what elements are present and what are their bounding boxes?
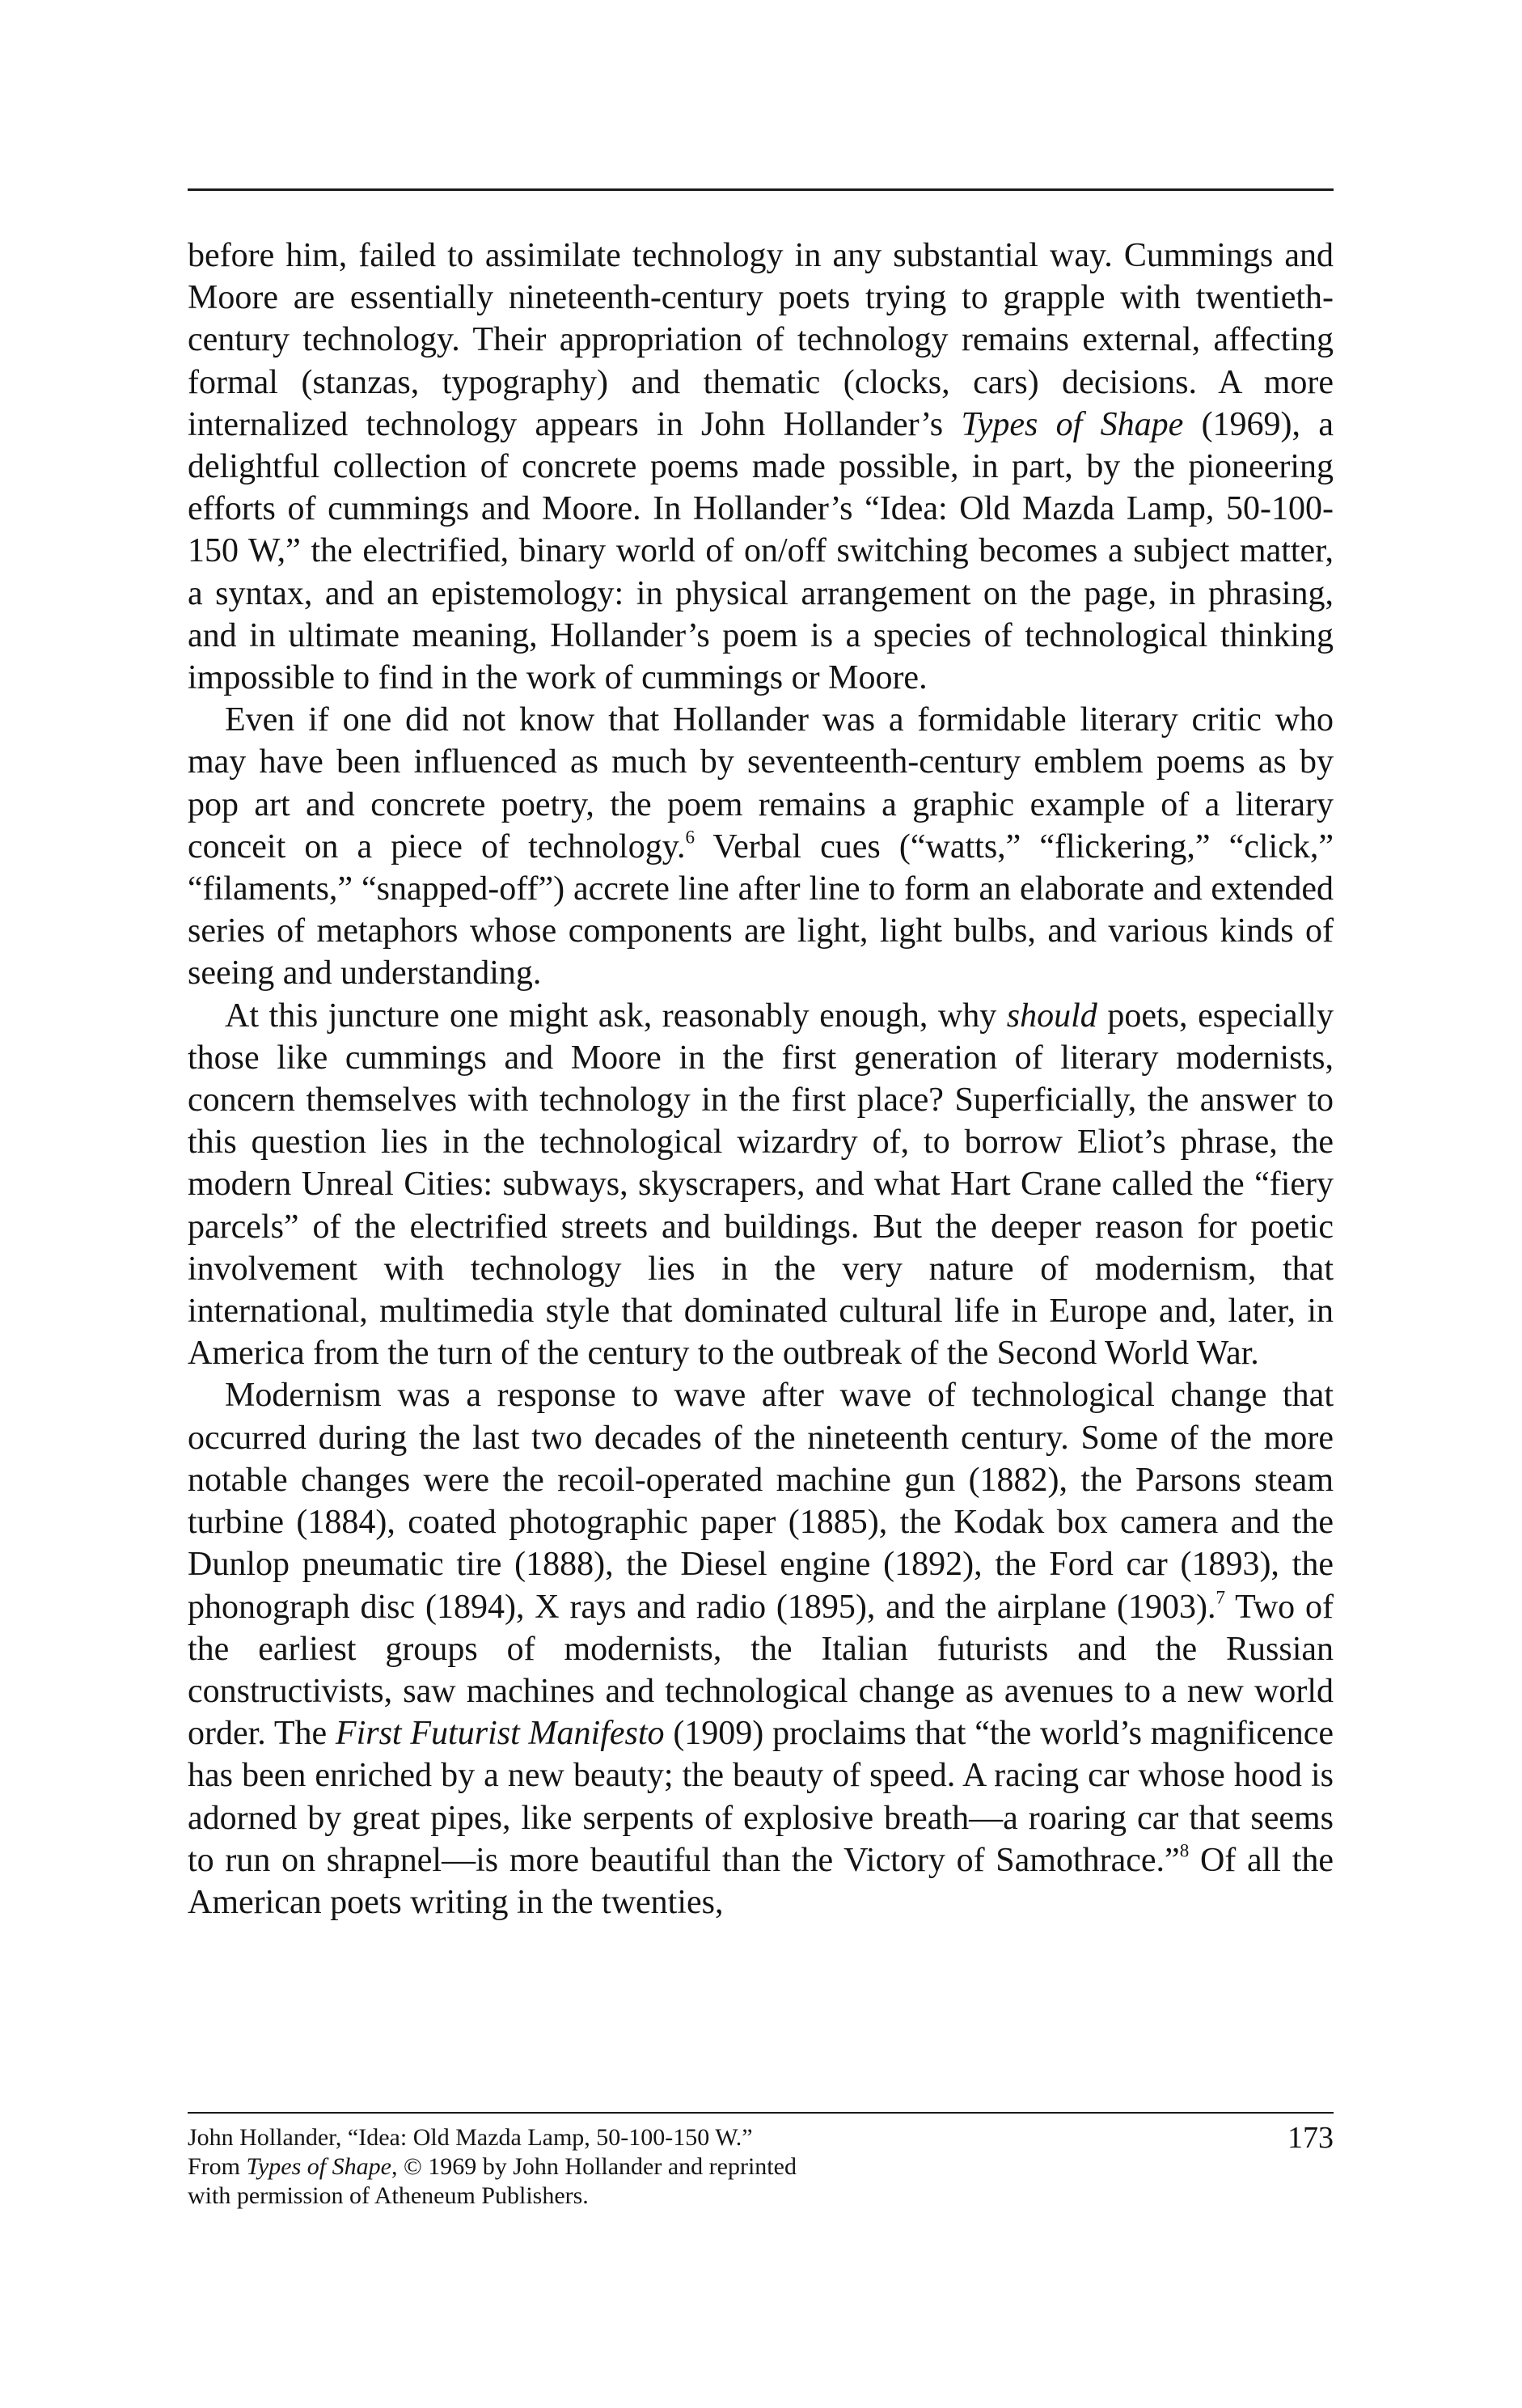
- caption-line-2: [188, 2152, 996, 2182]
- caption-book-title: Types of Shape: [246, 2153, 391, 2180]
- text-run: before him, failed to assimilate technology in any substantial way. Cummings and Moore are essentially nineteenth-century poets trying to grapple with twentieth-century technology. Their appropriation of technology remains external, affecting formal (stanzas, typography) and thematic (clocks, cars) decisions. A more internalized technology appears in John Hollander’s: [188, 237, 1334, 443]
- italic-title: should: [1006, 997, 1097, 1035]
- caption-line-2-suffix: , © 1969 by John Hollander and reprinted: [391, 2153, 797, 2180]
- page-number: 173: [1287, 2121, 1334, 2155]
- italic-title: First Futurist Manifesto: [335, 1715, 665, 1753]
- paragraph: [188, 1374, 1334, 1923]
- italic-title: Types of Shape: [961, 405, 1184, 443]
- text-run: poets, especially those like cummings and Moore in the first generation of literary modernists, concern themselves with technology in the first place? Superficially, the answer to this question lies in the technological wizardry of, to borrow Eliot’s phrase, the modern Unreal Cities: subways, skyscrapers, and what Hart Crane called the “fiery parcels” of the electrified streets and buildings. But the deeper reason for poetic involvement with technology lies in the very nature of modernism, that international, multimedia style that dominated cultural life in Europe and, later, in America from the turn of the century to the outbreak of the Second World War.: [188, 997, 1334, 1373]
- text-run: Two of the earliest groups of modernists, the Italian futurists and the Russian constructivists, saw machines and technological change as avenues to a new world order. The: [188, 1588, 1334, 1753]
- paragraph: [188, 699, 1334, 994]
- text-run: Even if one did not know that Hollander was a formidable literary critic who may have been influenced as much by seventeenth-century emblem poems as by pop art and concrete poetry, the poem remains a graphic example of a literary conceit on a piece of technology.: [188, 701, 1334, 865]
- footnote-ref: 7: [1215, 1586, 1226, 1608]
- text-run: At this juncture one might ask, reasonably enough, why: [225, 997, 1007, 1035]
- caption-line-3: with permission of Atheneum Publishers.: [188, 2182, 589, 2209]
- text-run: (1969), a delightful collection of concrete poems made possible, in part, by the pioneering efforts of cummings and Moore. In Hollander’s “Idea: Old Mazda Lamp, 50-100-150 W,” the electrified, binary world of on/off switching becomes a subject matter, a syntax, and an epistemology: in physical arrangement on the page, in phrasing, and in ultimate meaning, Hollander’s poem is a species of technological thinking impossible to find in the work of cummings or Moore.: [188, 405, 1334, 697]
- paragraph: [188, 235, 1334, 699]
- text-run: Verbal cues (“watts,” “flickering,” “click,” “filaments,” “snapped-off”) accrete line after line to form an elaborate and extended series of metaphors whose components are light, light bulbs, and various kinds of seeing and understanding.: [188, 827, 1334, 992]
- caption-line-1: John Hollander, “Idea: Old Mazda Lamp, 50-100-150 W.”: [188, 2124, 753, 2151]
- caption-line-2-prefix: From: [188, 2153, 247, 2180]
- text-run: (1909) proclaims that “the world’s magnificence has been enriched by a new beauty; the beauty of speed. A racing car whose hood is adorned by great pipes, like serpents of explosive breath—a roaring car that seems to run on shrapnel—is more beautiful than the Victory of Samothrace.”: [188, 1715, 1334, 1879]
- paragraph: [188, 995, 1334, 1375]
- body-text: [188, 235, 1334, 1923]
- text-run: Modernism was a response to wave after wave of technological change that occurred during the last two decades of the nineteenth century. Some of the more notable changes were the recoil-operated machine gun (1882), the Parsons steam turbine (1884), coated photographic paper (1885), the Kodak box camera and the Dunlop pneumatic tire (1888), the Diesel engine (1892), the Ford car (1893), the phonograph disc (1894), X rays and radio (1895), and the airplane (1903).: [188, 1377, 1334, 1626]
- figure-caption: [188, 2123, 996, 2211]
- top-rule: [188, 188, 1334, 191]
- caption-rule: [188, 2112, 1334, 2114]
- text-run: Of all the American poets writing in the twenties,: [188, 1841, 1334, 1921]
- footnote-ref: 6: [685, 826, 695, 848]
- footnote-ref: 8: [1179, 1839, 1190, 1861]
